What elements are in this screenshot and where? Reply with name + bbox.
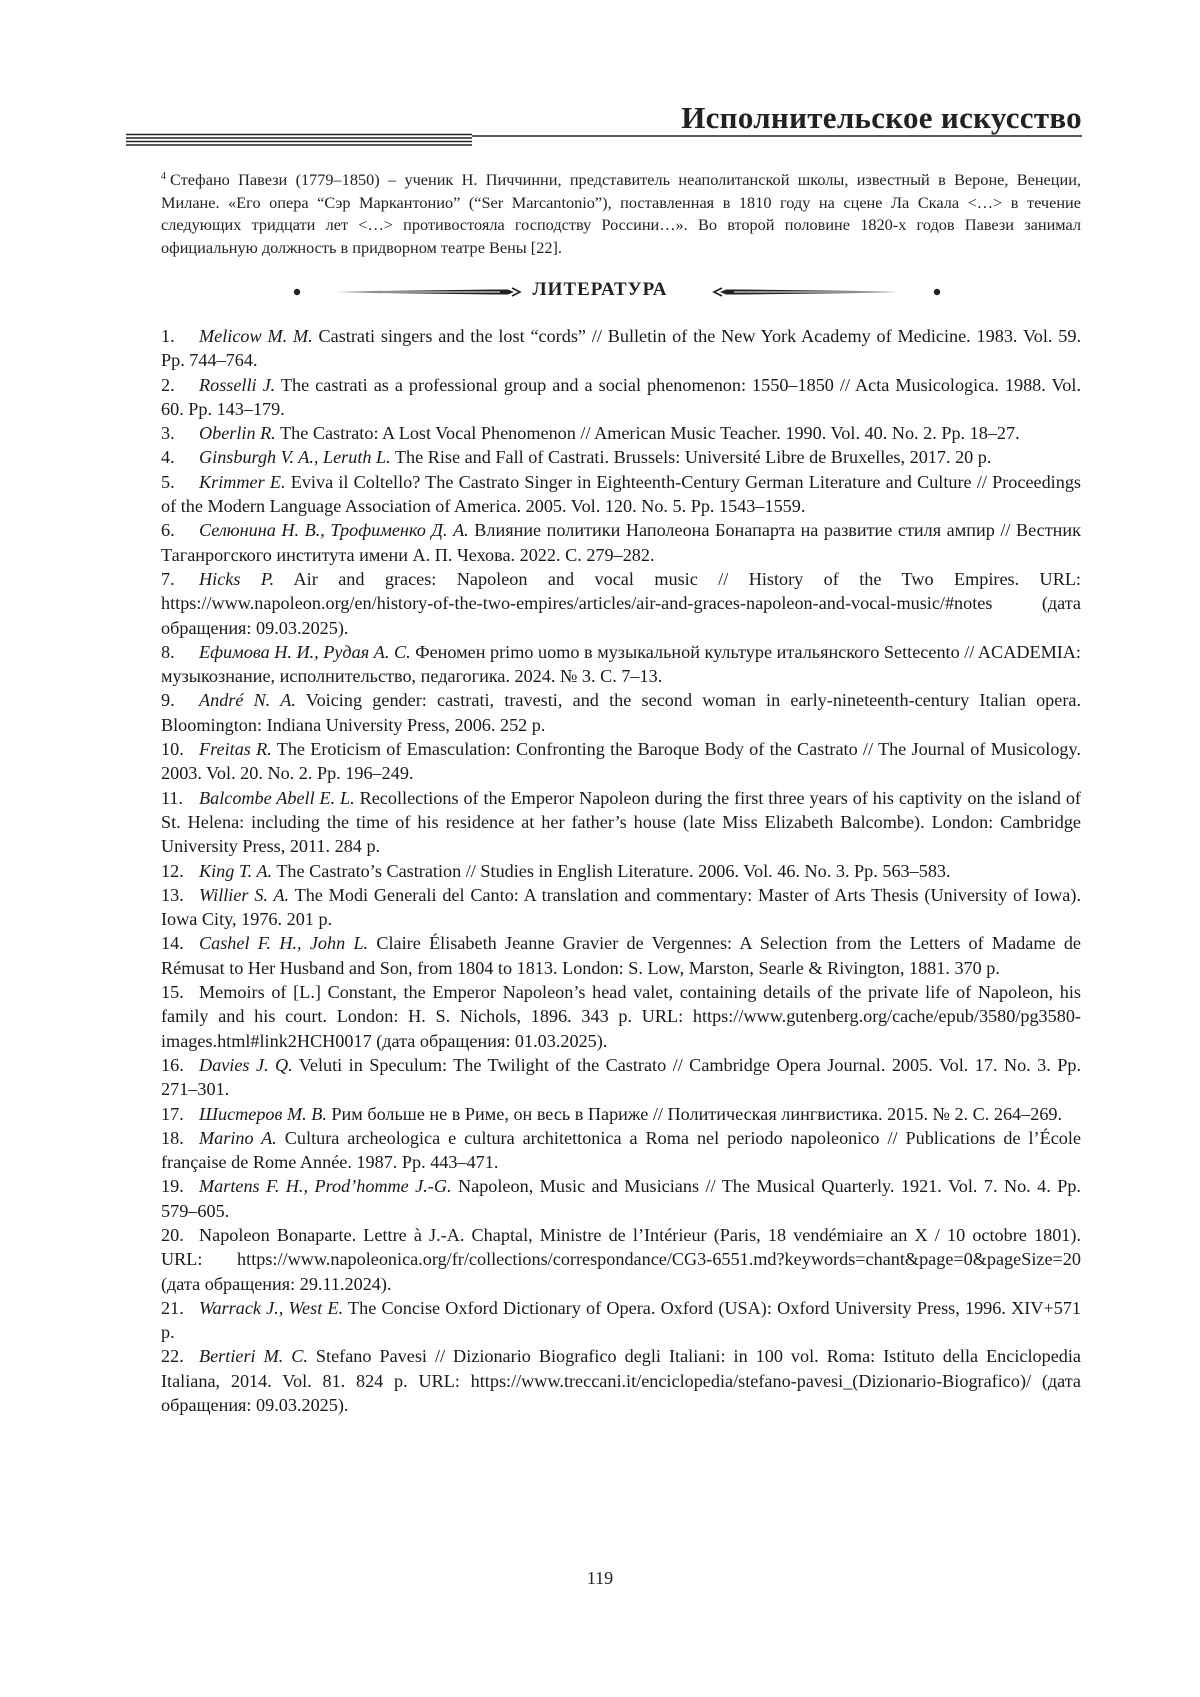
reference-text: Recollections of the Emperor Napoleon during the first three years of his captivity on the island of St. Helena: including the time of his residence at her father’s house (late Miss Elizabeth Balcombe). London: Cambridge University Press, 2011. 284 p. [161, 787, 1081, 857]
reference-authors: Селюнина Н. В., Трофименко Д. А. [199, 520, 469, 541]
reference-item [161, 688, 1081, 737]
reference-authors: Krimmer E. [199, 471, 286, 492]
footnote-marker: 4 [161, 171, 166, 182]
reference-item [161, 640, 1081, 689]
reference-number: 10. [161, 739, 184, 760]
reference-number: 22. [161, 1346, 184, 1367]
reference-text: The Concise Oxford Dictionary of Opera. Oxford (USA): Oxford University Press, 1996. XIV+571 p. [161, 1297, 1081, 1343]
running-header-title: Исполнительское искусство [681, 100, 1082, 135]
reference-item [161, 518, 1081, 567]
reference-authors: Marino A. [199, 1127, 277, 1148]
reference-text: Napoleon Bonaparte. Lettre à J.-A. Chaptal, Ministre de l’Intérieur (Paris, 18 vendémiaire an X / 10 octobre 1801). URL: https://www.napoleonica.org/fr/collections/correspondance/CG3-6551.md?keywords=chant&page=0&pageSize=20 (дата обращения: 29.11.2024). [161, 1224, 1081, 1294]
reference-text: The castrati as a professional group and a social phenomenon: 1550–1850 // Acta Musicologica. 1988. Vol. 60. Pp. 143–179. [161, 374, 1081, 419]
reference-text: Claire Élisabeth Jeanne Gravier de Vergennes: A Selection from the Letters of Madame de Rémusat to Her Husband and Son, from 1804 to 1813. London: S. Low, Marston, Searle & Rivington, 1881. 370 p. [161, 933, 1081, 978]
literature-heading-text: ЛИТЕРАТУРА [532, 279, 668, 300]
reference-item [161, 1174, 1081, 1223]
reference-text: The Castrato: A Lost Vocal Phenomenon // American Music Teacher. 1990. Vol. 40. No. 2. Pp. 18–27. [275, 423, 1020, 444]
reference-number: 2. [161, 374, 175, 395]
reference-text: Voicing gender: castrati, travesti, and the second woman in early-nineteenth-century Italian opera. Bloomington: Indiana University Press, 2006. 252 p. [161, 690, 1082, 735]
reference-number: 19. [161, 1176, 184, 1197]
reference-number: 5. [161, 471, 175, 492]
reference-authors: King T. A. [199, 860, 273, 881]
footnote [161, 166, 1081, 259]
reference-item [161, 931, 1081, 980]
reference-item [161, 445, 1081, 469]
reference-item [161, 421, 1081, 445]
reference-list [161, 324, 1081, 1417]
footnote-text: Стефано Павези (1779–1850) – ученик Н. Пиччинни, представитель неаполитанской школы, известный в Вероне, Венеции, Милане. «Его опера “Сэр Маркантонио” (“Ser Marcantonio”), поставленная в 1810 году на сцене Ла Скала <…> в течение следующих тридцати лет <…> противостояла господству Россини…». Во второй половине 1820-х годов Павези занимал официальную должность в придворном театре Вены [22]. [161, 170, 1081, 257]
literature-heading [0, 279, 1200, 305]
reference-authors: Balcombe Abell E. L. [199, 787, 355, 808]
reference-item [161, 373, 1081, 422]
reference-item [161, 470, 1081, 519]
reference-number: 15. [161, 982, 184, 1003]
reference-text: Феномен primo uomo в музыкальной культуре итальянского Settecento // ACADEMIA: музыкознание, исполнительство, педагогика. 2024. № 3. С. 7–13. [161, 641, 1081, 687]
reference-text: Veluti in Speculum: The Twilight of the Castrato // Cambridge Opera Journal. 2005. Vol. 17. No. 3. Pp. 271–301. [161, 1054, 1081, 1100]
reference-number: 9. [161, 690, 175, 711]
reference-text: Влияние политики Наполеона Бонапарта на развитие стиля ампир // Вестник Таганрогского института имени А. П. Чехова. 2022. С. 279–282. [161, 520, 1081, 565]
reference-number: 18. [161, 1127, 184, 1148]
reference-item [161, 1223, 1081, 1296]
reference-number: 16. [161, 1054, 184, 1075]
reference-authors: Oberlin R. [199, 423, 276, 444]
reference-authors: Rosselli J. [199, 374, 276, 395]
reference-item [161, 859, 1081, 883]
reference-text: The Eroticism of Emasculation: Confronting the Baroque Body of the Castrato // The Journal of Musicology. 2003. Vol. 20. No. 2. Pp. 196–249. [161, 739, 1081, 784]
reference-number: 4. [161, 447, 175, 468]
reference-item [161, 324, 1081, 373]
reference-authors: Melicow M. M. [199, 326, 313, 346]
reference-authors: Freitas R. [199, 739, 272, 760]
reference-authors: Willier S. A. [199, 884, 290, 905]
reference-text: Napoleon, Music and Musicians // The Musical Quarterly. 1921. Vol. 7. No. 4. Pp. 579–605. [161, 1176, 1081, 1221]
reference-item [161, 1344, 1081, 1417]
reference-number: 14. [161, 933, 184, 954]
header-rule-divider [126, 133, 1082, 147]
reference-number: 20. [161, 1224, 184, 1245]
reference-item [161, 567, 1081, 640]
reference-number: 3. [161, 423, 175, 444]
reference-text: Рим больше не в Риме, он весь в Париже // Политическая лингвистика. 2015. № 2. С. 264–269. [326, 1103, 1063, 1124]
reference-authors: Hicks P. [199, 568, 275, 589]
reference-text: Cultura archeologica e cultura architettonica a Roma nel periodo napoleonico // Publications de l’École française de Rome Année. 1987. Pp. 443–471. [161, 1127, 1082, 1173]
reference-number: 13. [161, 884, 184, 905]
reference-number: 7. [161, 568, 175, 589]
reference-item [161, 1126, 1081, 1175]
reference-number: 17. [161, 1103, 184, 1124]
reference-text: The Castrato’s Castration // Studies in English Literature. 2006. Vol. 46. No. 3. Pp. 563–583. [272, 860, 951, 881]
reference-authors: Warrack J., West E. [199, 1297, 344, 1318]
reference-number: 11. [161, 787, 184, 808]
reference-number: 1. [161, 326, 175, 346]
reference-text: Stefano Pavesi // Dizionario Biografico degli Italiani: in 100 vol. Roma: Istituto della Enciclopedia Italiana, 2014. Vol. 81. 824 p. URL: https://www.treccani.it/enciclopedia/stefano-pavesi_(Dizionario-Biografico)/ (дата обращения: 09.03.2025). [161, 1346, 1081, 1416]
reference-text: Castrati singers and the lost “cords” // Bulletin of the New York Academy of Medicine. 1983. Vol. 59. Pp. 744–764. [161, 326, 1081, 371]
reference-authors: Ginsburgh V. A., Leruth L. [199, 447, 391, 468]
reference-authors: Cashel F. H., John L. [199, 933, 369, 954]
reference-item [161, 1296, 1081, 1345]
reference-number: 8. [161, 641, 175, 662]
reference-text: Air and graces: Napoleon and vocal music // History of the Two Empires. URL: https://www.napoleon.org/en/history-of-the-two-empires/articles/air-and-graces-napoleon-and-vocal-music/#notes (дата обращения: 09.03.2025). [161, 568, 1081, 638]
reference-authors: Martens F. H., Prod’homme J.-G. [199, 1176, 452, 1197]
reference-text: Eviva il Coltello? The Castrato Singer in Eighteenth-Century German Literature and Culture // Proceedings of the Modern Language Association of America. 2005. Vol. 120. No. 5. Pp. 1543–1559. [161, 471, 1082, 517]
reference-number: 12. [161, 860, 184, 881]
reference-item [161, 737, 1081, 786]
page-number: 119 [586, 1568, 614, 1588]
reference-authors: André N. A. [199, 690, 296, 711]
reference-item [161, 883, 1081, 932]
reference-text: The Rise and Fall of Castrati. Brussels: Université Libre de Bruxelles, 2017. 20 p. [390, 447, 992, 468]
reference-item [161, 980, 1081, 1053]
ornament-right-icon [712, 285, 942, 299]
reference-text: Memoirs of [L.] Constant, the Emperor Napoleon’s head valet, containing details of the private life of Napoleon, his family and his court. London: H. S. Nichols, 1896. 343 p. URL: https://www.gutenberg.org/cache/epub/3580/pg3580-images.html#link2HCH0017 (дата обращения: 01.03.2025). [161, 982, 1081, 1051]
reference-number: 6. [161, 520, 175, 541]
reference-authors: Шистеров М. В. [199, 1103, 327, 1124]
reference-authors: Davies J. Q. [199, 1054, 293, 1075]
reference-number: 21. [161, 1297, 184, 1318]
reference-authors: Ефимова Н. И., Рудая А. С. [199, 641, 411, 662]
reference-item [161, 786, 1081, 859]
reference-item [161, 1102, 1081, 1126]
reference-authors: Bertieri M. C. [199, 1346, 308, 1367]
reference-text: The Modi Generali del Canto: A translation and commentary: Master of Arts Thesis (University of Iowa). Iowa City, 1976. 201 p. [161, 884, 1081, 930]
reference-item [161, 1053, 1081, 1102]
